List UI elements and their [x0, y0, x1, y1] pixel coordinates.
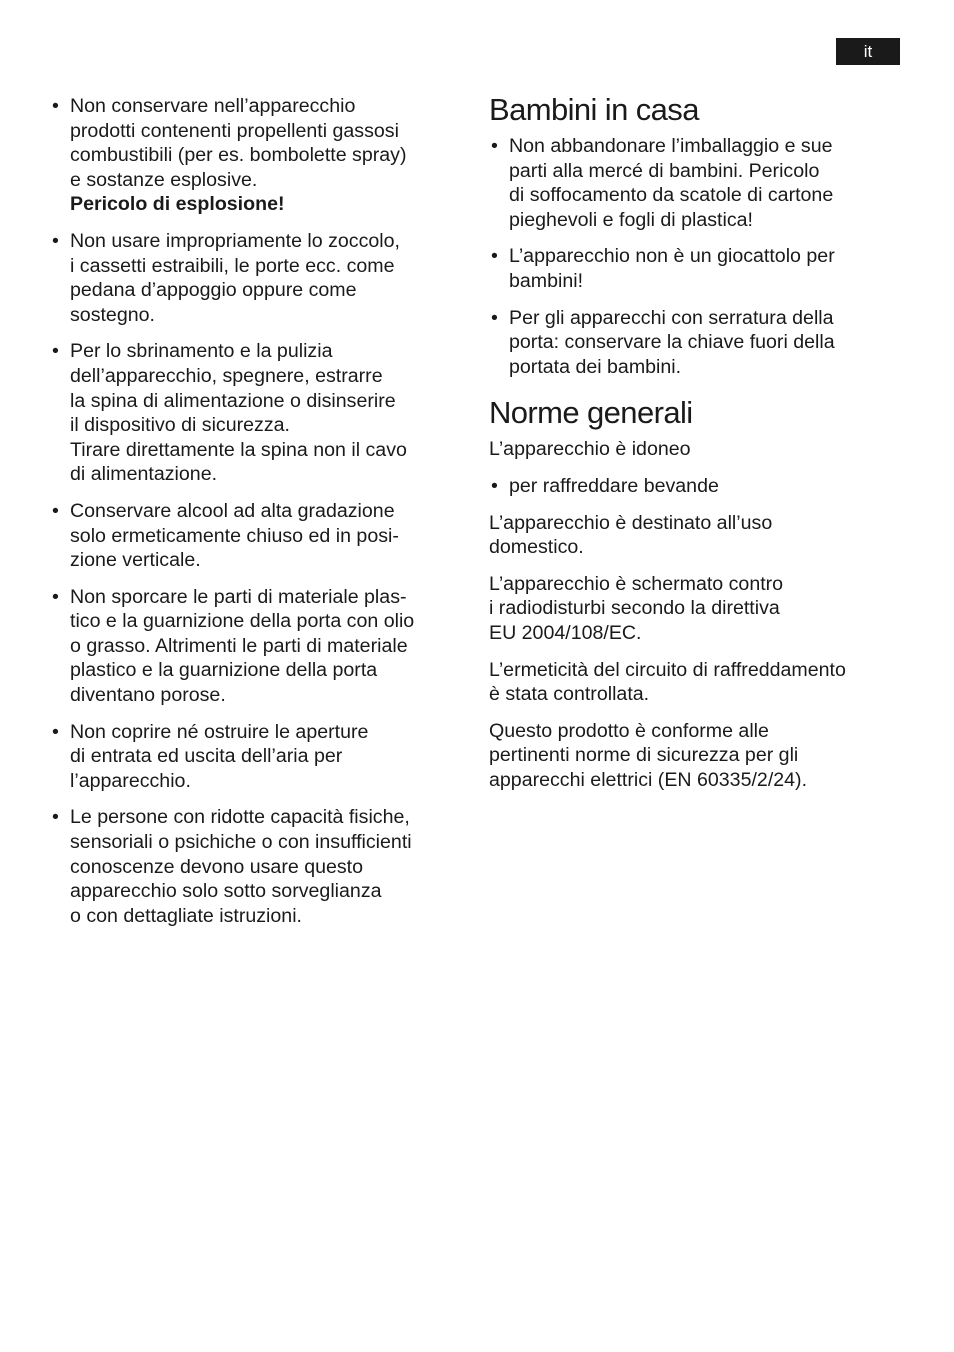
section-title-bambini: Bambini in casa [489, 92, 699, 127]
norme-paragraph: L’apparecchio è destinato all’uso domestico. [489, 511, 773, 559]
bambini-list [489, 134, 909, 379]
norme-list [489, 474, 909, 499]
list-item: • per raffreddare bevande [489, 474, 909, 499]
safety-list [50, 94, 460, 928]
list-item: • Non usare impropriamente lo zoccolo, i cassetti estraibili, le porte ecc. come pedana d’appoggio oppure come sostegno. [50, 229, 460, 327]
norme-paragraph: L’ermeticità del circuito di raffreddamento è stata controllata. [489, 658, 846, 706]
list-item: • Non conservare nell’apparecchio prodotti contenenti propellenti gassosi combustibili (per es. bombolette spray) e sostanze esplosive. Pericolo di esplosione! [50, 94, 460, 217]
language-badge: it [836, 38, 900, 65]
list-item: • Per lo sbrinamento e la pulizia dell’apparecchio, spegnere, estrarre la spina di alimentazione o disinserire il dispositivo di sicurezza. Tirare direttamente la spina non il cavo di alimentazione. [50, 339, 460, 487]
list-item: • Non coprire né ostruire le aperture di entrata ed uscita dell’aria per l’apparecchio. [50, 720, 460, 794]
norme-paragraph: Questo prodotto è conforme alle pertinenti norme di sicurezza per gli apparecchi elettrici (EN 60335/2/24). [489, 719, 808, 791]
list-item: • L’apparecchio non è un giocattolo per bambini! [489, 244, 909, 293]
list-item: • Non sporcare le parti di materiale plas- tico e la guarnizione della porta con olio o grasso. Altrimenti le parti di materiale plastico e la guarnizione della porta diventano porose. [50, 585, 460, 708]
list-item: • Le persone con ridotte capacità fisiche, sensoriali o psichiche o con insufficienti conoscenze devono usare questo apparecchio solo sotto sorveglianza o con dettagliate istruzioni. [50, 805, 460, 928]
section-title-norme: Norme generali [489, 395, 693, 431]
list-item: • Non abbandonare l’imballaggio e sue parti alla mercé di bambini. Pericolo di soffocamento da scatole di cartone pieghevoli e fogli di plastica! [489, 134, 909, 232]
norme-paragraph: L’apparecchio è schermato contro i radiodisturbi secondo la direttiva EU 2004/108/EC. [489, 572, 784, 644]
left-column [50, 94, 460, 940]
warning-text: Pericolo di esplosione! [70, 193, 285, 216]
right-column [489, 90, 909, 804]
list-item: • Per gli apparecchi con serratura della porta: conservare la chiave fuori della portata dei bambini. [489, 306, 909, 380]
list-item: • Conservare alcool ad alta gradazione solo ermeticamente chiuso ed in posi- zione verticale. [50, 499, 460, 573]
norme-intro: L’apparecchio è idoneo [489, 438, 691, 461]
